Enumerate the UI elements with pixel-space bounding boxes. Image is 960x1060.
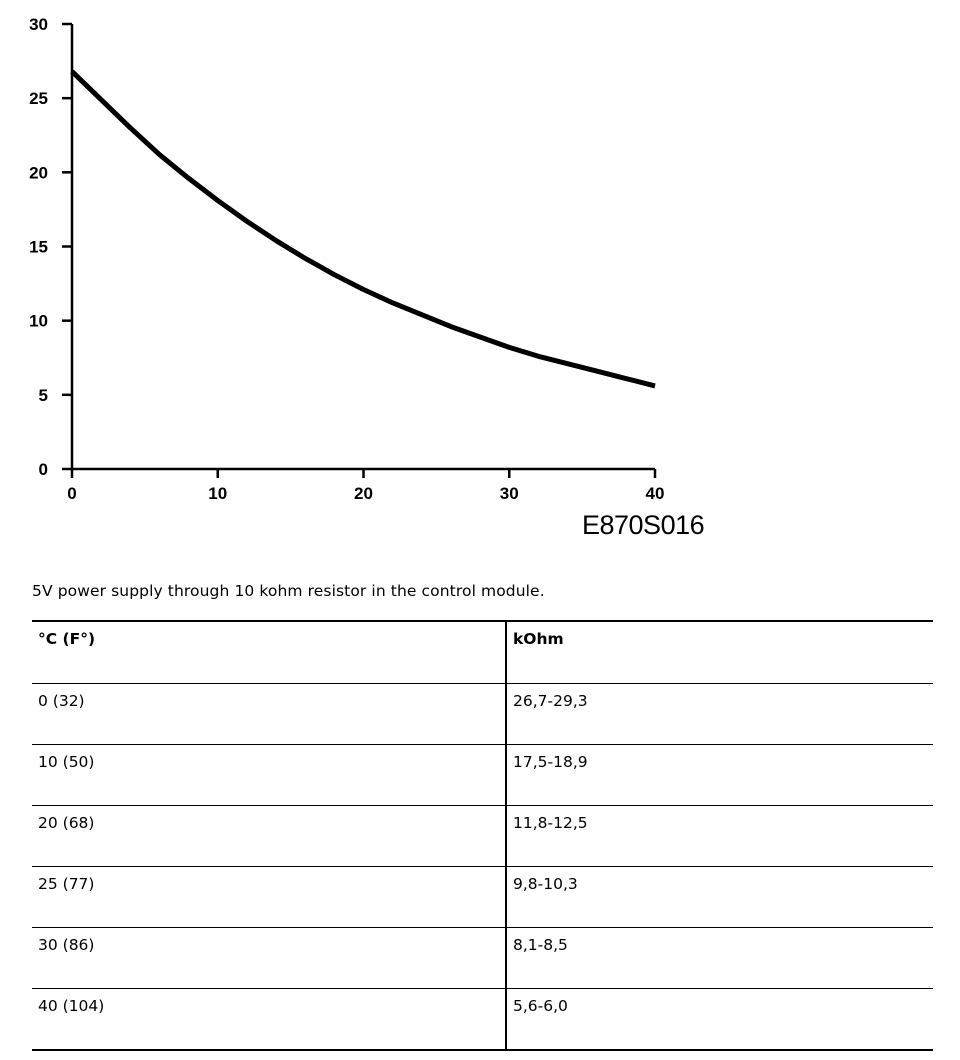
series-line [72,71,655,385]
table-row [32,745,933,806]
y-tick-label: 25 [29,89,48,109]
y-tick-label: 5 [38,385,48,405]
caption: 5V power supply through 10 kohm resistor in the control module. [32,582,545,600]
header-temperature: °C (F°) [32,621,506,684]
header-resistance: kOhm [506,621,933,684]
table-row [32,867,933,928]
cell-resistance: 8,1-8,5 [506,928,933,989]
cell-temperature: 25 (77) [32,867,506,928]
x-tick-label: 30 [499,484,519,503]
table-header-row [32,621,933,684]
x-tick-label: 20 [354,484,373,503]
y-tick-label: 0 [38,460,48,479]
y-tick-label: 30 [29,15,48,34]
table-row [32,684,933,745]
table-row [32,806,933,867]
y-tick-label: 15 [29,237,48,257]
y-tick-label: 10 [29,311,48,331]
cell-resistance: 5,6-6,0 [506,989,933,1051]
figure-code: E870S016 [582,510,705,540]
cell-resistance: 9,8-10,3 [506,867,933,928]
cell-temperature: 0 (32) [32,684,506,745]
cell-temperature: 30 (86) [32,928,506,989]
table-row [32,928,933,989]
y-tick-label: 20 [29,163,48,183]
cell-resistance: 17,5-18,9 [506,745,933,806]
cell-resistance: 26,7-29,3 [506,684,933,745]
resistance-table [32,620,933,1051]
x-tick-label: 40 [645,484,665,503]
x-tick-label: 10 [208,484,228,503]
cell-temperature: 10 (50) [32,745,506,806]
x-tick-label: 0 [67,484,77,503]
table-row [32,989,933,1051]
cell-resistance: 11,8-12,5 [506,806,933,867]
cell-temperature: 40 (104) [32,989,506,1051]
cell-temperature: 20 (68) [32,806,506,867]
